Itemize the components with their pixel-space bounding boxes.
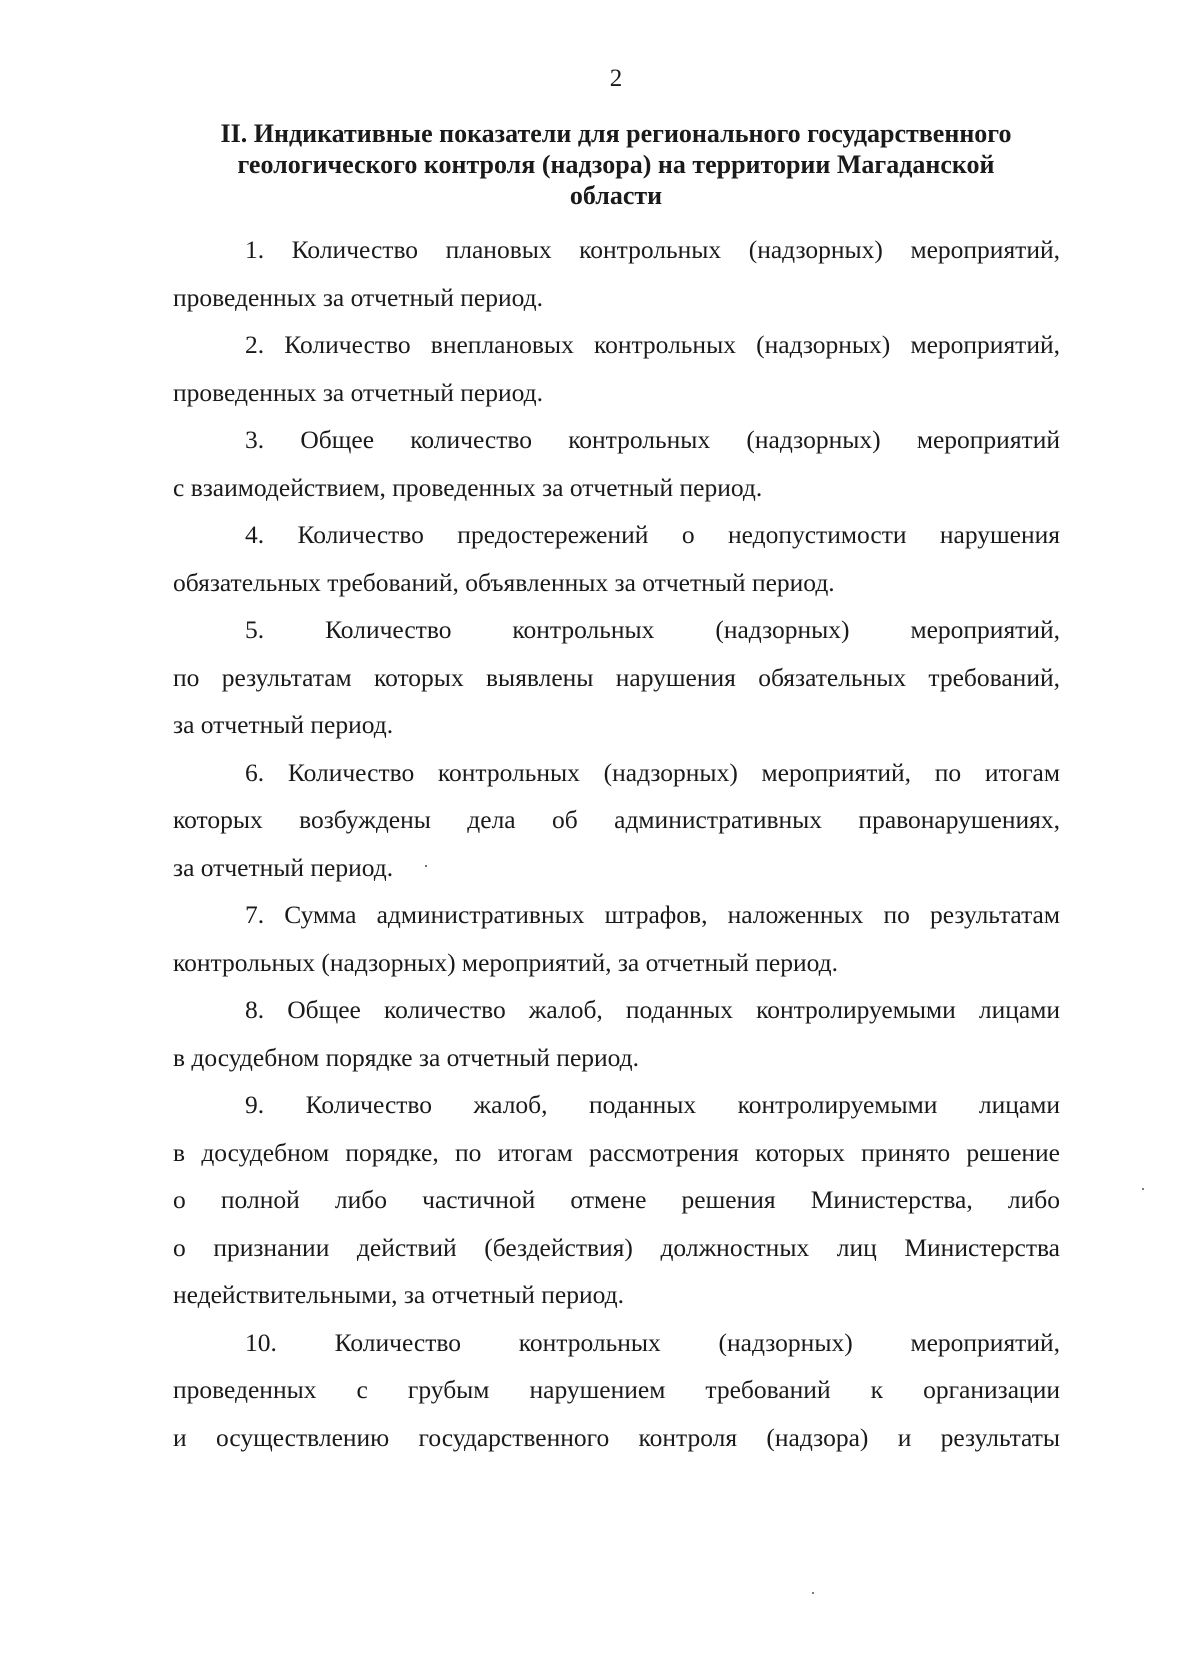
indicator-item-7 <box>173 891 1060 986</box>
text-line: о полной либо частичной отмене решения Министерства, либо <box>173 1185 1060 1214</box>
text-line: проведенных за отчетный период. <box>173 377 543 407</box>
body-text <box>173 226 1060 1461</box>
scan-speck <box>1142 1188 1144 1190</box>
text-line: с взаимодействием, проведенных за отчетный период. <box>173 472 763 502</box>
text-line: контрольных (надзорных) мероприятий, за отчетный период. <box>173 947 838 977</box>
text-line: недействительными, за отчетный период. <box>173 1280 624 1309</box>
text-line: за отчетный период. <box>173 710 394 739</box>
indicator-item-10 <box>173 1319 1060 1462</box>
section-title <box>172 118 1060 211</box>
indicator-item-1 <box>173 226 1060 321</box>
text-line: 3. Общее количество контрольных (надзорных) мероприятий <box>245 425 1060 454</box>
text-line: 7. Сумма административных штрафов, наложенных по результатам <box>245 900 1060 929</box>
indicator-item-4 <box>173 511 1060 606</box>
indicator-item-3 <box>173 416 1060 511</box>
section-title-line: области <box>569 181 663 210</box>
text-line: 4. Количество предостережений о недопустимости нарушения <box>245 520 1060 549</box>
text-line: и осуществлению государственного контроля (надзора) и результаты <box>173 1422 1060 1452</box>
indicator-item-2 <box>173 321 1060 416</box>
section-title-line: II. Индикативные показатели для регионального государственного <box>220 119 1012 148</box>
text-line: о признании действий (бездействия) должностных лиц Министерства <box>173 1232 1060 1262</box>
indicator-item-6 <box>173 749 1060 892</box>
text-line: за отчетный период. <box>173 852 394 882</box>
text-line: 6. Количество контрольных (надзорных) мероприятий, по итогам <box>245 757 1060 787</box>
indicator-item-5 <box>173 606 1060 749</box>
text-line: в досудебном порядке, по итогам рассмотрения которых принято решение <box>173 1137 1060 1167</box>
text-line: 10. Количество контрольных (надзорных) мероприятий, <box>245 1327 1060 1357</box>
page-number: 2 <box>609 65 623 92</box>
text-line: по результатам которых выявлены нарушения обязательных требований, <box>173 662 1060 692</box>
text-line: которых возбуждены дела об административных правонарушениях, <box>173 805 1060 834</box>
text-line: в досудебном порядке за отчетный период. <box>173 1042 640 1072</box>
indicator-item-9 <box>173 1081 1060 1319</box>
text-line: проведенных с грубым нарушением требований к организации <box>173 1375 1060 1404</box>
text-line: 9. Количество жалоб, поданных контролируемыми лицами <box>245 1090 1060 1119</box>
text-line: проведенных за отчетный период. <box>173 282 543 312</box>
text-line: 5. Количество контрольных (надзорных) мероприятий, <box>245 615 1060 644</box>
text-line: 2. Количество внеплановых контрольных (надзорных) мероприятий, <box>245 330 1060 359</box>
indicator-item-8 <box>173 986 1060 1081</box>
text-line: обязательных требований, объявленных за отчетный период. <box>173 567 835 597</box>
section-title-line: геологического контроля (надзора) на территории Магаданской <box>237 150 995 179</box>
text-line: 8. Общее количество жалоб, поданных контролируемыми лицами <box>245 995 1060 1024</box>
scan-speck <box>425 865 427 867</box>
scan-speck <box>812 1592 814 1594</box>
text-line: 1. Количество плановых контрольных (надзорных) мероприятий, <box>245 235 1060 264</box>
